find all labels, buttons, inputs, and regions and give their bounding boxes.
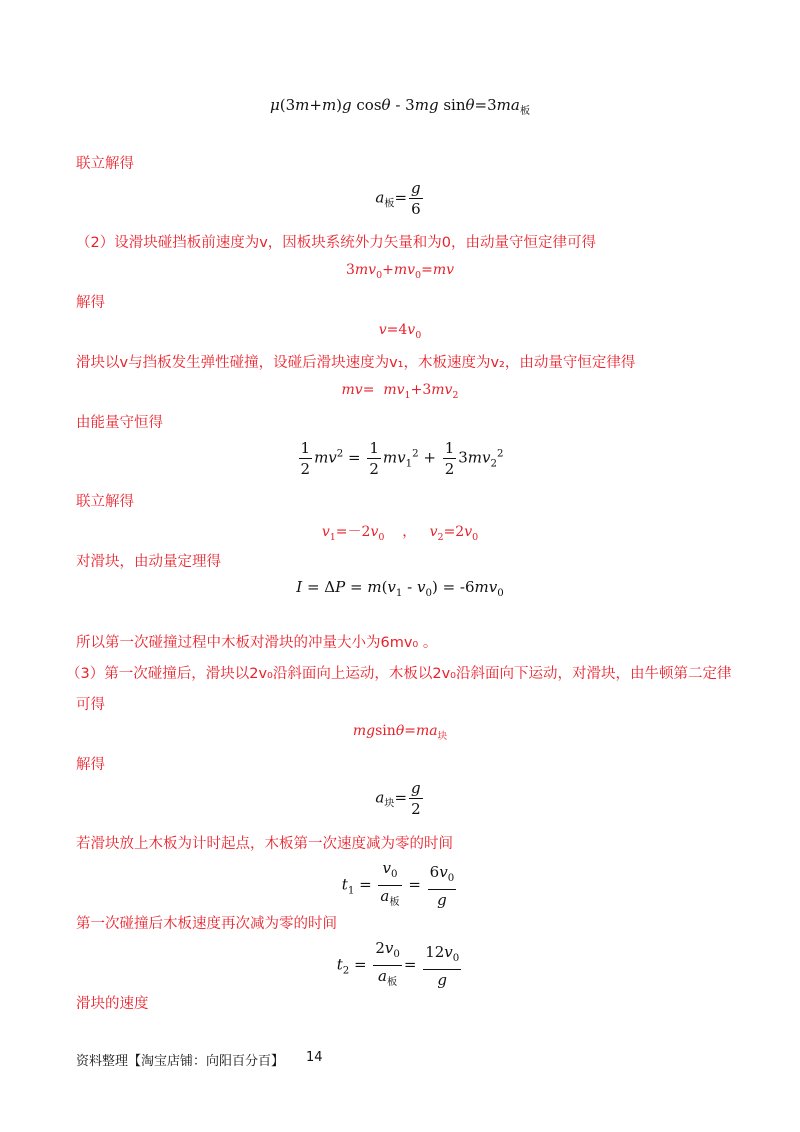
page-number: 14 [306,1050,323,1065]
equation-3: $3mv_0+mv_0=mv$ [345,262,455,281]
equation-9: $mgsin\theta=ma_块$ [352,723,448,742]
text-line-3: 解得 [76,295,105,311]
text-line-14: 滑块的速度 [76,996,149,1012]
text-line-10: 可得 [76,697,105,713]
footer-source: 资料整理【淘宝店铺：向阳百分百】 [76,1054,285,1069]
text-line-12: 若滑块放上木板为计时起点，木板第一次速度减为零的时间 [76,836,453,852]
equation-5: $mv= mv_1+3mv_2$ [341,382,459,401]
text-line-2: （2）设滑块碰挡板前速度为v，因板块系统外力矢量和为0，由动量守恒定律可得 [76,235,597,251]
equation-12: $t_2$ = $\frac{2v_0}{a_板}$ = $\frac{12v_0}{g}$ [336,939,460,989]
text-line-1: 联立解得 [76,156,134,172]
text-line-13: 第一次碰撞后木板速度再次减为零的时间 [76,916,337,932]
equation-8: $I = \Delta P = m(v_1 - v_0) = -6mv_0$ [296,578,504,599]
equation-4: $v=4v_0$ [378,322,422,341]
text-line-7: 对滑块，由动量定理得 [76,554,221,570]
text-line-11: 解得 [76,757,105,773]
text-line-8: 所以第一次碰撞过程中木板对滑块的冲量大小为6mv₀ 。 [76,635,438,651]
equation-6: $\frac{1}{2}$ $mv^2$ = $\frac{1}{2}$ $mv_1^2$ + $\frac{1}{2}$ $3mv_2^2$ [300,439,504,478]
equation-10: $a_块=$ $\frac{g}{2}$ [375,779,421,818]
equation-2: $a_板=$ $\frac{g}{6}$ [375,179,421,218]
text-line-5: 由能量守恒得 [76,415,163,431]
equation-7: $v_1=-2v_0$ ， $v_2=2v_0$ [321,524,479,543]
text-line-4: 滑块以v与挡板发生弹性碰撞，设碰后滑块速度为v₁，木板速度为v₂，由动量守恒定律得 [76,355,636,371]
text-line-6: 联立解得 [76,494,134,510]
text-line-9: （3）第一次碰撞后，滑块以2v₀沿斜面向上运动，木板以2v₀沿斜面向下运动，对滑块，由牛顿第二定律 [66,666,732,682]
equation-1: μ(3m+m)g cosθ - 3mg $\sin\theta=3ma_板$ [269,96,531,117]
equation-11: $t_1$ = $\frac{v_0}{a_板}$ = $\frac{6v_0}{g}$ [341,859,455,909]
